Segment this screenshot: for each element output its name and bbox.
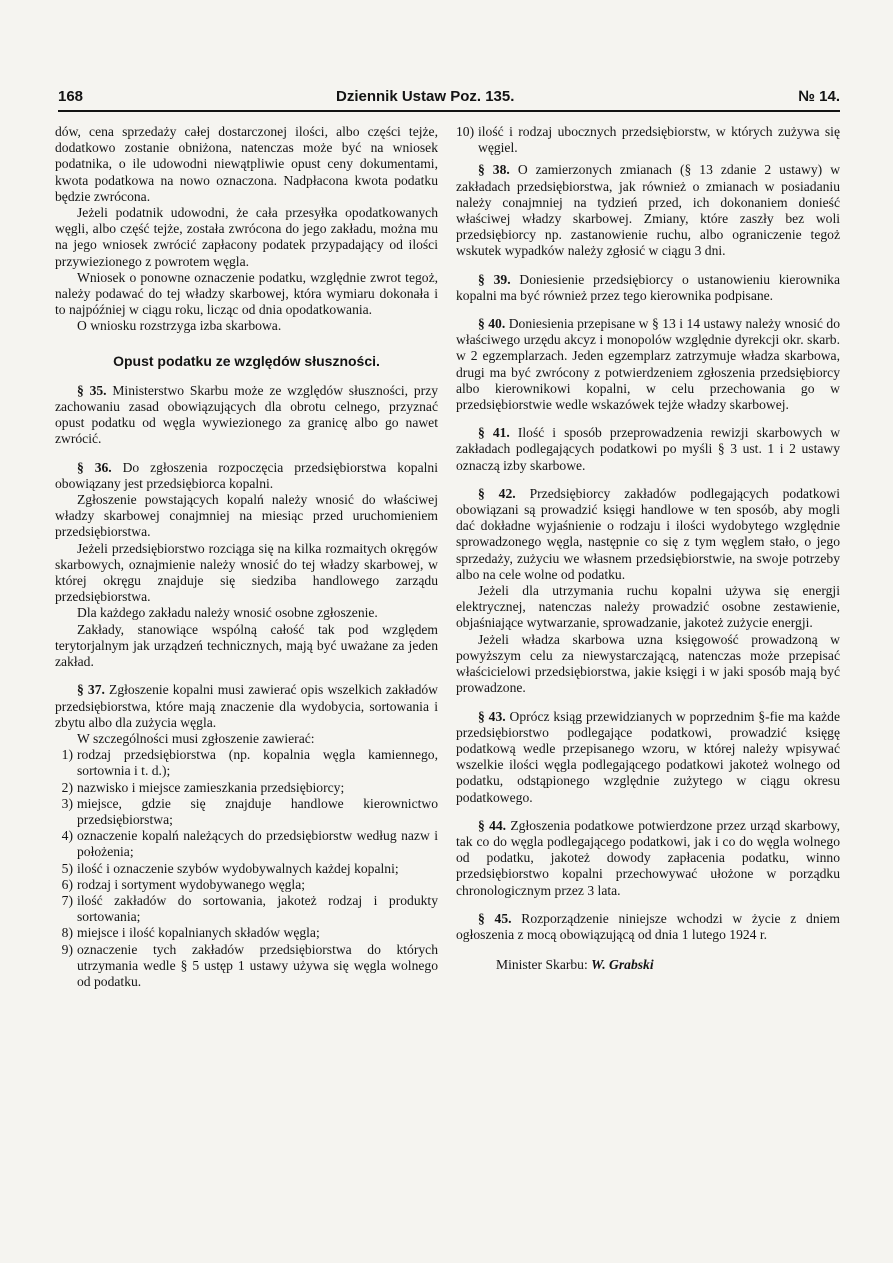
section-text: Do zgłoszenia rozpoczęcia przedsiębiorstwa kopalni obowiązany jest przedsiębiorca kopalni. bbox=[55, 459, 438, 491]
list-intro: W szczególności musi zgłoszenie zawierać: bbox=[77, 730, 315, 746]
section-number: § 40. bbox=[478, 316, 506, 332]
section-number: § 35. bbox=[77, 382, 107, 398]
list-text: ilość zakładów do sortowania, jakoteż rodzaj i produkty sortowania; bbox=[77, 892, 438, 925]
list-number: 8) bbox=[61, 925, 73, 941]
section-text: Przedsiębiorcy zakładów podlegających podatkowi obowiązani są prowadzić księgi handlowe w ten sposób, aby mogli dać dokładne wyjaśnienie o rodzaju i ilości wydobytego względnie sprowadzonego węgla, następnie co się z tym węglem stało, o jego sprzedaży, zużyciu we własnem przedsiębiorstwie, na swoje potrzeby albo na cele wolne od podatku. bbox=[456, 485, 841, 582]
section-number: § 44. bbox=[478, 817, 507, 833]
paragraph: Jeżeli podatnik udowodni, że cała przesyłka opodatkowanych węgli, albo część tejże, została zwrócona do jego zakładu, można mu na jego wniosek zwrócić zapłacony podatek przypadający od ilości przywiezionego z powrotem węgla. bbox=[55, 205, 438, 269]
list-number: 5) bbox=[61, 860, 73, 876]
requirements-list-continued bbox=[456, 124, 840, 156]
list-item bbox=[456, 124, 840, 156]
section-number: § 38. bbox=[478, 162, 510, 178]
signature-name: W. Grabski bbox=[591, 957, 654, 973]
list-item bbox=[55, 893, 438, 925]
section-number: § 39. bbox=[478, 271, 511, 287]
section-text: O zamierzonych zmianach (§ 13 zdanie 2 ustawy) w zakładach przedsiębiorstwa, jak również o zmianach w posiadaniu należy conajmniej na tydzień przed, ich dokonaniem donieść właściwej władzy skarbowej. Zmiany, które zaszły bez woli przedsiębiorcy np. zastanowienie ruchu, albo ograniczenie tegoż wskutek wypadków należy zgłosić w ciągu 3 dni. bbox=[456, 162, 841, 259]
list-text: miejsce, gdzie się znajduje handlowe kierownictwo przedsiębiorstwa; bbox=[77, 795, 438, 827]
list-item bbox=[55, 942, 438, 991]
section-text: Doniesienia przepisane w § 13 i 14 ustawy należy wnosić do właściwego urzędu akcyz i monopolów względnie dyrekcji okr. skarb. w 2 egzemplarzach. Jeden egzemplarz zatrzymuje władza skarbowa, drugi ma być zwrócony z potwierdzeniem zgłoszenia przedsiębiorcy albo kierownikowi kopalni, w celu przechowania go w przedsiębiorstwie wedle wskazówek tejże władzy skarbowej. bbox=[456, 316, 841, 413]
section-text: Zgłoszenie kopalni musi zawierać opis wszelkich zakładów przedsiębiorstwa, które mają znaczenie dla wydobycia, sortowania i zbytu albo dla zużycia węgla. bbox=[55, 682, 439, 730]
section-36 bbox=[55, 460, 438, 492]
section-38 bbox=[456, 162, 840, 259]
section-text: Oprócz ksiąg przewidzianych w poprzednim §-fie ma każde przedsiębiorstwo podlegające podatkowi, prowadzić księgę podatkową wedle przepisanego wzoru, w której należy wpisywać wszelkie ilości węgla podlegającego podatkowi jakoteż wolnego od podatku, odstąpionego względnie zużytego w ciągu okresu podatkowego. bbox=[456, 708, 841, 805]
list-item bbox=[55, 780, 438, 796]
section-42 bbox=[456, 486, 840, 583]
list-text: oznaczenie kopalń należących do przedsiębiorstw według nazw i położenia; bbox=[77, 828, 438, 860]
list-number: 10) bbox=[456, 124, 475, 139]
list-item bbox=[55, 861, 438, 877]
list-number: 2) bbox=[61, 779, 73, 795]
requirements-list bbox=[55, 747, 438, 990]
paragraph: Zakłady, stanowiące wspólną całość tak pod względem terytorjalnym jak urządzeń technicznych, mają być uważane za jeden zakład. bbox=[55, 621, 438, 670]
paragraph: Jeżeli przedsiębiorstwo rozciąga się na kilka rozmaitych okręgów skarbowych, oznajmienie należy wnosić do tej władzy skarbowej, w której okręgu znajduje się siedziba handlowego zarządu przedsiębiorstwa. bbox=[55, 540, 438, 605]
section-39 bbox=[456, 272, 840, 304]
section-37 bbox=[55, 682, 438, 731]
section-45 bbox=[456, 911, 840, 943]
list-text: nazwisko i miejsce zamieszkania przedsiębiorcy; bbox=[77, 779, 345, 795]
paragraph: Zgłoszenie powstających kopalń należy wnosić do właściwej władzy skarbowej conajmniej na miesiąc przed uruchomieniem przedsiębiorstwa. bbox=[55, 492, 438, 540]
section-number: § 36. bbox=[77, 459, 112, 475]
list-item bbox=[55, 796, 438, 828]
section-43 bbox=[456, 709, 840, 806]
paragraph: dów, cena sprzedaży całej dostarczonej ilości, albo części tejże, dodatkowo zostanie obniżona, natenczas może być na wniosek podatnika, o ile udowodni niewątpliwie opust ceny dokumentami, kwota podatkowa na nowo oznaczona. Nadpłacona kwota podatku będzie zwrócona. bbox=[55, 124, 438, 204]
paragraph: Wniosek o ponowne oznaczenie podatku, względnie zwrot tegoż, należy podawać do tej władzy skarbowej, która wymiaru dokonała i to najpóźniej w ciągu roku, licząc od dnia opodatkowania. bbox=[55, 269, 438, 318]
list-text: miejsce i ilość kopalnianych składów węgla; bbox=[77, 925, 320, 941]
list-number: 3) bbox=[61, 795, 73, 811]
issue-number: № 14. bbox=[798, 88, 840, 105]
list-text: ilość i oznaczenie szybów wydobywalnych każdej kopalni; bbox=[77, 860, 399, 876]
list-text: rodzaj i sortyment wydobywanego węgla; bbox=[77, 876, 306, 892]
section-text: Ministerstwo Skarbu może ze względów słuszności, przy zachowaniu zasad obowiązujących dla obrotu celnego, przyznać opust podatku od węgla wywiezionego za granicę albo go nawet zwrócić. bbox=[55, 382, 438, 447]
section-text: Ilość i sposób przeprowadzenia rewizji skarbowych w zakładach podlegających podatkowi po myśli § 3 ust. 1 i 2 ustawy oznaczą izby skarbowe. bbox=[456, 425, 841, 473]
list-item bbox=[55, 877, 438, 893]
list-item bbox=[55, 747, 438, 779]
journal-title: Dziennik Ustaw Poz. 135. bbox=[336, 88, 515, 105]
list-text: rodzaj przedsiębiorstwa (np. kopalnia węgla kamiennego, sortownia i t. d.); bbox=[77, 747, 438, 779]
list-item bbox=[55, 828, 438, 860]
section-number: § 45. bbox=[478, 910, 512, 926]
page-header bbox=[58, 86, 840, 112]
section-number: § 43. bbox=[478, 708, 506, 724]
list-number: 4) bbox=[61, 828, 73, 844]
section-40 bbox=[456, 316, 840, 413]
section-44 bbox=[456, 818, 840, 899]
paragraph: O wniosku rozstrzyga izba skarbowa. bbox=[77, 318, 282, 334]
section-35 bbox=[55, 383, 438, 448]
list-number: 7) bbox=[61, 892, 73, 908]
section-number: § 41. bbox=[478, 425, 510, 441]
section-number: § 37. bbox=[77, 682, 105, 698]
section-number: § 42. bbox=[478, 485, 516, 501]
list-number: 9) bbox=[61, 941, 73, 957]
signature bbox=[456, 957, 840, 973]
section-heading: Opust podatku ze względów słuszności. bbox=[113, 352, 380, 369]
section-text: Doniesienie przedsiębiorcy o ustanowieniu kierownika kopalni ma być również przez tego kierownika podpisane. bbox=[456, 271, 840, 303]
list-number: 1) bbox=[61, 747, 73, 763]
signature-label: Minister Skarbu: bbox=[496, 957, 588, 973]
list-text: oznaczenie tych zakładów przedsiębiorstwa do których utrzymania wedle § 5 ustęp 1 ustawy używa się węgla wolnego od podatku. bbox=[77, 941, 438, 989]
right-column bbox=[456, 124, 840, 973]
section-text: Zgłoszenia podatkowe potwierdzone przez urząd skarbowy, tak co do węgla podlegającego podatkowi, jak i co do węgla wolnego od podatku, jakoteż dowody zapłacenia podatku, winno przedsiębiorstwo kopalni przechowywać ułożone w porządku chronologicznym przez 3 lata. bbox=[456, 817, 840, 898]
page-number: 168 bbox=[58, 88, 84, 105]
paragraph: Dla każdego zakładu należy wnosić osobne zgłoszenie. bbox=[77, 605, 378, 621]
paragraph: Jeżeli dla utrzymania ruchu kopalni używa się energji elektrycznej, natenczas należy prowadzić osobne zestawienie, objaśniające wytwarzanie, sprowadzanie, jakoteż zużycie energji. bbox=[456, 583, 840, 631]
section-text: Rozporządzenie niniejsze wchodzi w życie z dniem ogłoszenia z mocą obowiązującą od dnia 1 lutego 1924 r. bbox=[456, 910, 840, 942]
left-column bbox=[55, 124, 438, 990]
list-number: 6) bbox=[61, 876, 73, 892]
list-text: ilość i rodzaj ubocznych przedsiębiorstw, w których zużywa się węgiel. bbox=[478, 124, 840, 156]
section-41 bbox=[456, 425, 840, 474]
list-item bbox=[55, 925, 438, 941]
paragraph: Jeżeli władza skarbowa uzna księgowość prowadzoną w powyższym celu za niewystarczającą, natenczas może przepisać właścicielowi przedsiębiorstwa, jakie księgi i w jaki sposób mają być prowadzone. bbox=[456, 631, 840, 696]
